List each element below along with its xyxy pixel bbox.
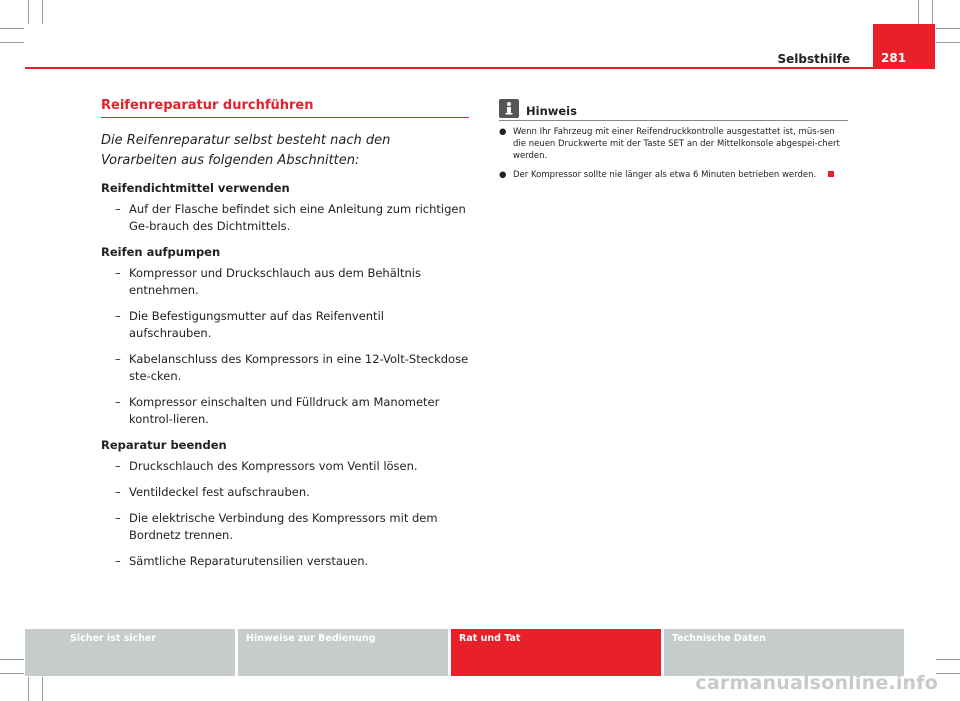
note-item: ● Wenn Ihr Fahrzeug mit einer Reifendruckkontrolle ausgestattet ist, müs-sen die neuen Druckwerte mit der Taste SET an der Mittelkonsole abgespei-chert werden. bbox=[499, 127, 840, 161]
crop-mark bbox=[936, 28, 960, 29]
step-list bbox=[101, 201, 469, 235]
section-title: Selbsthilfe bbox=[777, 52, 850, 66]
crop-mark bbox=[0, 42, 24, 43]
note-title: Hinweis bbox=[526, 104, 577, 118]
step-item: – Kabelanschluss des Kompressors in eine 12-Volt-Steckdose ste-cken. bbox=[101, 351, 469, 385]
step-item: – Die elektrische Verbindung des Kompressors mit dem Bordnetz trennen. bbox=[101, 510, 469, 544]
crop-mark bbox=[42, 677, 43, 701]
tab-sicher-ist-sicher[interactable]: Sicher ist sicher bbox=[25, 629, 235, 676]
end-of-section-marker bbox=[828, 171, 834, 177]
tab-technische-daten[interactable]: Technische Daten bbox=[664, 629, 904, 676]
crop-mark bbox=[936, 659, 960, 660]
step-list bbox=[101, 265, 469, 428]
note-header bbox=[499, 98, 848, 118]
crop-mark bbox=[0, 28, 24, 29]
step-item: – Kompressor und Druckschlauch aus dem Behältnis entnehmen. bbox=[101, 265, 469, 299]
note-item: ● Der Kompressor sollte nie länger als etwa 6 Minuten betrieben werden. bbox=[499, 169, 848, 181]
header-rule bbox=[25, 67, 935, 69]
step-item: – Sämtliche Reparaturutensilien verstauen. bbox=[101, 553, 469, 570]
crop-mark bbox=[28, 0, 29, 24]
step-item: – Auf der Flasche befindet sich eine Anleitung zum richtigen Ge-brauch des Dichtmittels. bbox=[101, 201, 469, 235]
page-number: 281 bbox=[873, 24, 935, 68]
crop-mark bbox=[932, 0, 933, 24]
step-item: – Druckschlauch des Kompressors vom Ventil lösen. bbox=[101, 458, 469, 475]
crop-mark bbox=[918, 0, 919, 24]
section-heading: Reifen aufpumpen bbox=[101, 245, 221, 259]
crop-mark bbox=[28, 677, 29, 701]
section-heading: Reparatur beenden bbox=[101, 438, 227, 452]
step-list bbox=[101, 458, 469, 570]
note-divider bbox=[499, 120, 848, 121]
page-heading: Reifenreparatur durchführen bbox=[101, 98, 469, 118]
note-box bbox=[499, 98, 848, 188]
step-item: – Ventildeckel fest aufschrauben. bbox=[101, 484, 469, 501]
crop-mark bbox=[0, 673, 24, 674]
crop-mark bbox=[936, 673, 960, 674]
info-note-icon bbox=[499, 99, 519, 118]
crop-mark bbox=[936, 42, 960, 43]
watermark: carmanualsonline.info bbox=[695, 672, 938, 694]
main-column bbox=[101, 98, 469, 579]
crop-mark bbox=[42, 0, 43, 24]
crop-mark bbox=[0, 659, 24, 660]
section-heading: Reifendichtmittel verwenden bbox=[101, 181, 290, 195]
footer-nav bbox=[25, 629, 935, 676]
note-list bbox=[499, 126, 848, 181]
tab-hinweise-zur-bedienung[interactable]: Hinweise zur Bedienung bbox=[238, 629, 448, 676]
tab-rat-und-tat[interactable]: Rat und Tat bbox=[451, 629, 661, 676]
step-item: – Die Befestigungsmutter auf das Reifenventil aufschrauben. bbox=[101, 308, 469, 342]
intro-text: Die Reifenreparatur selbst besteht nach den Vorarbeiten aus folgenden Abschnitten: bbox=[101, 133, 391, 168]
step-item: – Kompressor einschalten und Fülldruck am Manometer kontrol-lieren. bbox=[101, 394, 469, 428]
